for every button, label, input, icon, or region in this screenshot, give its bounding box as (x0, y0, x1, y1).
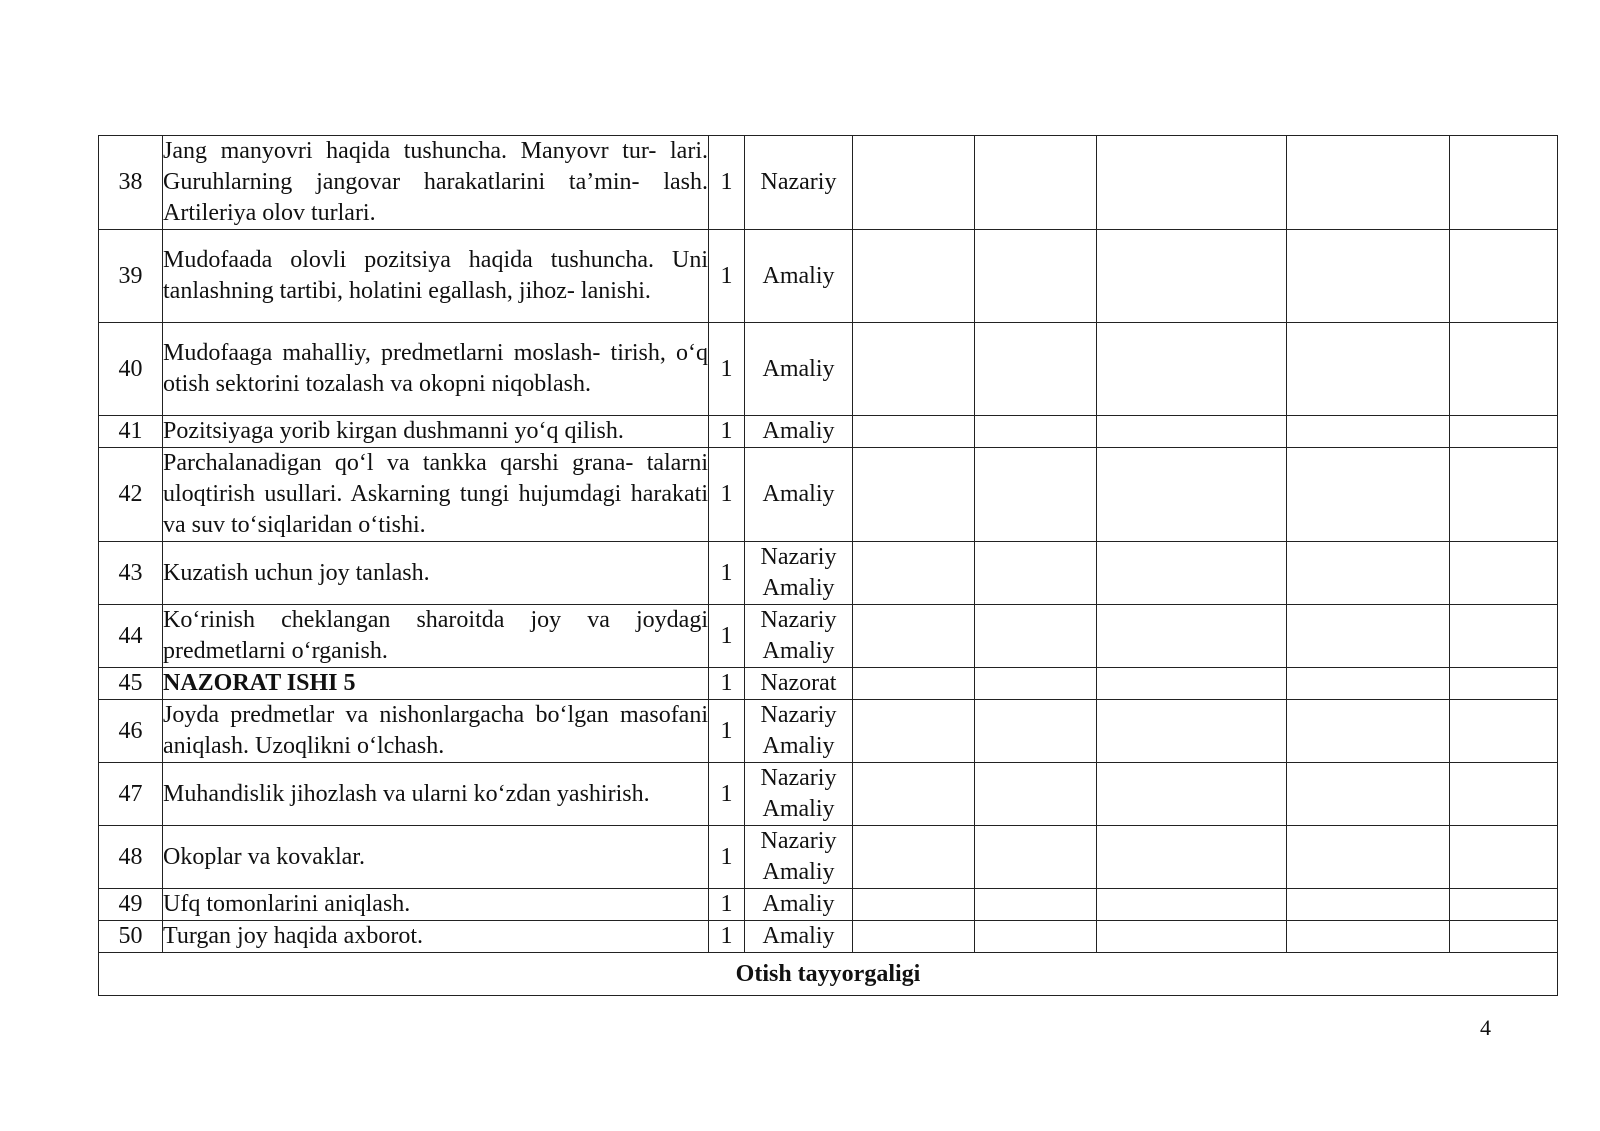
table-row (99, 542, 1558, 605)
hours-cell: 1 (709, 230, 745, 323)
topic-cell: Muhandislik jihozlash va ularni ko‘zdan yashirish. (163, 763, 709, 826)
topic-cell: Kuzatish uchun joy tanlash. (163, 542, 709, 605)
table-row (99, 416, 1558, 448)
empty-cell (975, 448, 1097, 542)
empty-cell (853, 921, 975, 953)
empty-cell (1097, 700, 1287, 763)
row-number: 50 (99, 921, 163, 953)
empty-cell (1450, 605, 1558, 668)
row-number: 42 (99, 448, 163, 542)
empty-cell (1450, 889, 1558, 921)
row-number: 49 (99, 889, 163, 921)
empty-cell (853, 323, 975, 416)
empty-cell (1287, 826, 1450, 889)
lesson-type-label: Nazorat (760, 670, 837, 696)
empty-cell (1287, 136, 1450, 230)
page-number: 4 (1480, 1015, 1491, 1040)
empty-cell (1097, 230, 1287, 323)
topic-cell: Mudofaaga mahalliy, predmetlarni moslash- tirish, o‘q otish sektorini tozalash va okopni niqoblash. (163, 323, 709, 416)
empty-cell (1287, 763, 1450, 826)
lesson-type-cell (745, 700, 853, 763)
table-row (99, 921, 1558, 953)
lesson-type-cell (745, 448, 853, 542)
hours-cell: 1 (709, 763, 745, 826)
lesson-type-label: Amaliy (762, 262, 835, 289)
lesson-type-label: Amaliy (762, 859, 835, 885)
empty-cell (1287, 700, 1450, 763)
row-number: 45 (99, 668, 163, 700)
lesson-type-cell (745, 416, 853, 448)
empty-cell (1097, 763, 1287, 826)
empty-cell (1287, 323, 1450, 416)
row-number: 44 (99, 605, 163, 668)
row-number: 41 (99, 416, 163, 448)
lesson-type-label: Amaliy (762, 481, 835, 507)
empty-cell (1450, 826, 1558, 889)
empty-cell (1450, 921, 1558, 953)
empty-cell (853, 763, 975, 826)
table-row (99, 700, 1558, 763)
topic-cell: Mudofaada olovli pozitsiya haqida tushuncha. Uni tanlashning tartibi, holatini egallash, jihoz- lanishi. (163, 230, 709, 323)
lesson-type-label: Amaliy (762, 733, 835, 759)
hours-cell: 1 (709, 448, 745, 542)
empty-cell (853, 448, 975, 542)
lesson-type-cell (745, 605, 853, 668)
lesson-type-label: Amaliy (762, 418, 835, 444)
hours-cell: 1 (709, 605, 745, 668)
lesson-type-cell (745, 889, 853, 921)
empty-cell (1287, 416, 1450, 448)
lesson-type-label: Amaliy (762, 796, 835, 822)
row-number: 47 (99, 763, 163, 826)
table-row (99, 230, 1558, 323)
table-row (99, 826, 1558, 889)
table-row (99, 323, 1558, 416)
empty-cell (975, 416, 1097, 448)
empty-cell (1450, 416, 1558, 448)
empty-cell (1450, 668, 1558, 700)
empty-cell (1097, 921, 1287, 953)
empty-cell (1450, 136, 1558, 230)
empty-cell (975, 542, 1097, 605)
topic-cell: Okoplar va kovaklar. (163, 826, 709, 889)
lesson-type-label: Nazariy (760, 544, 837, 570)
table-body (99, 136, 1558, 953)
empty-cell (1287, 605, 1450, 668)
empty-cell (1287, 668, 1450, 700)
empty-cell (1287, 542, 1450, 605)
empty-cell (1450, 323, 1558, 416)
empty-cell (853, 826, 975, 889)
hours-cell: 1 (709, 416, 745, 448)
hours-cell: 1 (709, 323, 745, 416)
hours-cell: 1 (709, 136, 745, 230)
empty-cell (975, 700, 1097, 763)
empty-cell (1450, 700, 1558, 763)
table-row (99, 889, 1558, 921)
empty-cell (1097, 605, 1287, 668)
lesson-type-cell (745, 136, 853, 230)
empty-cell (1287, 889, 1450, 921)
topic-cell: Turgan joy haqida axborot. (163, 921, 709, 953)
empty-cell (1287, 921, 1450, 953)
row-number: 39 (99, 230, 163, 323)
empty-cell (1097, 826, 1287, 889)
topic-cell: Jang manyovri haqida tushuncha. Manyovr tur- lari. Guruhlarning jangovar harakatlarini ta’min- lash. Artileriya olov turlari. (163, 136, 709, 230)
lesson-type-label: Amaliy (762, 355, 835, 382)
empty-cell (975, 605, 1097, 668)
row-number: 48 (99, 826, 163, 889)
empty-cell (1450, 763, 1558, 826)
lesson-type-label: Nazariy (760, 607, 837, 633)
empty-cell (853, 605, 975, 668)
lesson-type-cell (745, 826, 853, 889)
empty-cell (853, 542, 975, 605)
table-row (99, 136, 1558, 230)
empty-cell (975, 136, 1097, 230)
lesson-type-cell (745, 668, 853, 700)
empty-cell (975, 921, 1097, 953)
lesson-type-cell (745, 230, 853, 323)
empty-cell (1287, 230, 1450, 323)
table-row (99, 763, 1558, 826)
empty-cell (1097, 448, 1287, 542)
topic-cell: Pozitsiyaga yorib kirgan dushmanni yo‘q qilish. (163, 416, 709, 448)
topic-cell: Parchalanadigan qo‘l va tankka qarshi grana- talarni uloqtirish usullari. Askarning tungi hujumdagi harakati va suv to‘siqlaridan o‘tishi. (163, 448, 709, 542)
table-row (99, 448, 1558, 542)
empty-cell (975, 889, 1097, 921)
row-number: 40 (99, 323, 163, 416)
hours-cell: 1 (709, 668, 745, 700)
lesson-type-label: Nazariy (760, 828, 837, 854)
empty-cell (1287, 448, 1450, 542)
empty-cell (975, 763, 1097, 826)
topic-cell: NAZORAT ISHI 5 (163, 668, 709, 700)
empty-cell (853, 230, 975, 323)
topic-cell: Ufq tomonlarini aniqlash. (163, 889, 709, 921)
lesson-type-cell (745, 542, 853, 605)
empty-cell (975, 323, 1097, 416)
empty-cell (1097, 889, 1287, 921)
section-row (99, 953, 1558, 996)
empty-cell (975, 668, 1097, 700)
lesson-type-label: Amaliy (762, 638, 835, 664)
lesson-type-label: Nazariy (760, 169, 837, 195)
lesson-type-label: Amaliy (762, 575, 835, 601)
empty-cell (1097, 136, 1287, 230)
lesson-type-cell (745, 921, 853, 953)
lesson-type-label: Amaliy (762, 891, 835, 917)
row-number: 38 (99, 136, 163, 230)
hours-cell: 1 (709, 921, 745, 953)
row-number: 46 (99, 700, 163, 763)
lesson-type-cell (745, 323, 853, 416)
hours-cell: 1 (709, 826, 745, 889)
empty-cell (853, 136, 975, 230)
empty-cell (1450, 542, 1558, 605)
section-title: Otish tayyorgaligi (99, 953, 1558, 996)
curriculum-table (98, 135, 1558, 996)
empty-cell (853, 700, 975, 763)
empty-cell (853, 416, 975, 448)
empty-cell (853, 668, 975, 700)
lesson-type-label: Amaliy (762, 923, 835, 949)
empty-cell (975, 826, 1097, 889)
lesson-type-cell (745, 763, 853, 826)
topic-cell: Ko‘rinish cheklangan sharoitda joy va joydagi predmetlarni o‘rganish. (163, 605, 709, 668)
row-number: 43 (99, 542, 163, 605)
hours-cell: 1 (709, 542, 745, 605)
empty-cell (1097, 542, 1287, 605)
hours-cell: 1 (709, 700, 745, 763)
lesson-type-label: Nazariy (760, 765, 837, 791)
empty-cell (853, 889, 975, 921)
hours-cell: 1 (709, 889, 745, 921)
empty-cell (1450, 230, 1558, 323)
topic-cell: Joyda predmetlar va nishonlargacha bo‘lgan masofani aniqlash. Uzoqlikni o‘lchash. (163, 700, 709, 763)
empty-cell (1450, 448, 1558, 542)
empty-cell (975, 230, 1097, 323)
lesson-type-label: Nazariy (760, 702, 837, 728)
empty-cell (1097, 668, 1287, 700)
table-row (99, 668, 1558, 700)
empty-cell (1097, 323, 1287, 416)
table-row (99, 605, 1558, 668)
empty-cell (1097, 416, 1287, 448)
